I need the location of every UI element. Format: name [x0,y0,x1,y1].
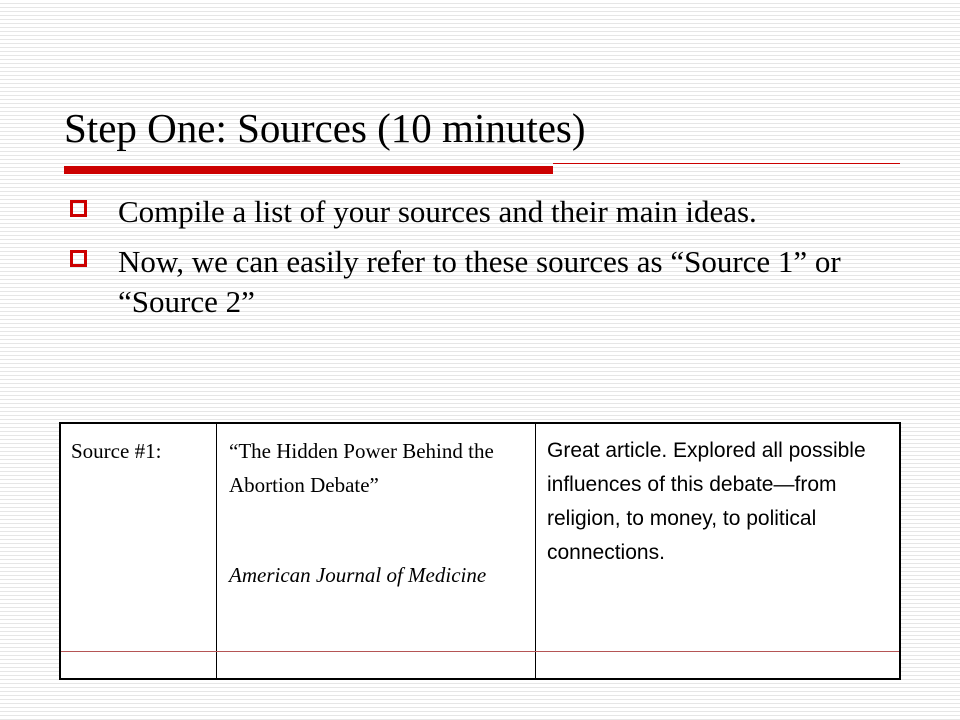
source-journal-cell: American Journal of Medicine [229,563,487,587]
hollow-square-icon [70,250,87,267]
table-column-divider [216,424,217,678]
hollow-square-icon [70,200,87,217]
sources-table [59,422,901,680]
bullet-list [70,192,870,332]
table-column-divider [535,424,536,678]
source-title-cell: “The Hidden Power Behind the Abortion Debate” [229,439,494,497]
source-label-cell: Source #1: [71,439,162,463]
bullet-item [70,192,870,232]
bullet-text: Now, we can easily refer to these sources as “Source 1” or “Source 2” [118,244,841,319]
title-underline-accent [64,166,553,174]
bullet-text: Compile a list of your sources and their main ideas. [118,194,757,229]
title-underline-thin [553,163,900,164]
table-row-divider [61,651,899,652]
slide-title: Step One: Sources (10 minutes) [64,105,586,151]
source-comment-cell: Great article. Explored all possible influences of this debate—from religion, to money, to political connections. [547,439,866,564]
bullet-item [70,242,870,322]
